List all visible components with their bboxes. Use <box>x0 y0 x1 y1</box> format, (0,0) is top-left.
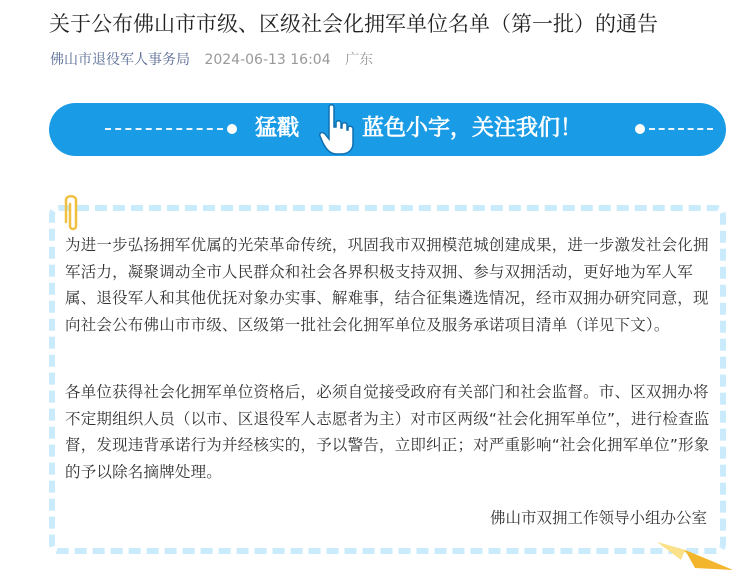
intro-paragraph: 为进一步弘扬拥军优属的光荣革命传统，巩固我市双拥模范城创建成果，进一步激发社会化拥军活力，凝聚调动全市人民群众和社会各界积极支持双拥、参与双拥活动，更好地为军人军属、退役军人和其他优抚对象办实事、解难事，结合征集遴选情况，经市双拥办研究同意，现向社会公布佛山市市级、区级第一批社会化拥军单位及服务承诺项目清单（详见下文）。 <box>65 236 709 334</box>
paper-plane-icon <box>655 520 735 575</box>
publish-datetime: 2024-06-13 16:04 <box>204 52 331 68</box>
banner-left-divider <box>105 128 223 130</box>
banner-left-dot <box>227 124 237 134</box>
account-name-link[interactable]: 佛山市退役军人事务局 <box>50 52 190 68</box>
signature: 佛山市双拥工作领导小组办公室 <box>489 509 707 527</box>
banner-right-dot <box>635 124 645 134</box>
banner-left-text: 猛戳 <box>255 116 300 141</box>
pointing-hand-icon <box>319 103 355 156</box>
supervision-paragraph: 各单位获得社会化拥军单位资格后，必须自觉接受政府有关部门和社会监督。市、区双拥办将不定期组织人员（以市、区退役军人志愿者为主）对市区两级“社会化拥军单位”，进行检查监督，发现违背承诺行为并经核实的，予以警告，立即纠正；对严重影响“社会化拥军单位”形象的予以除名摘牌处理。 <box>65 383 710 481</box>
article-meta <box>50 50 383 70</box>
banner-right-divider <box>649 128 713 130</box>
follow-banner[interactable] <box>49 103 726 156</box>
publish-location: 广东 <box>345 52 374 68</box>
article-title: 关于公布佛山市市级、区级社会化拥军单位名单（第一批）的通告 <box>49 12 658 36</box>
banner-right-text: 蓝色小字，关注我们！ <box>362 116 583 141</box>
paperclip-icon <box>60 192 82 232</box>
